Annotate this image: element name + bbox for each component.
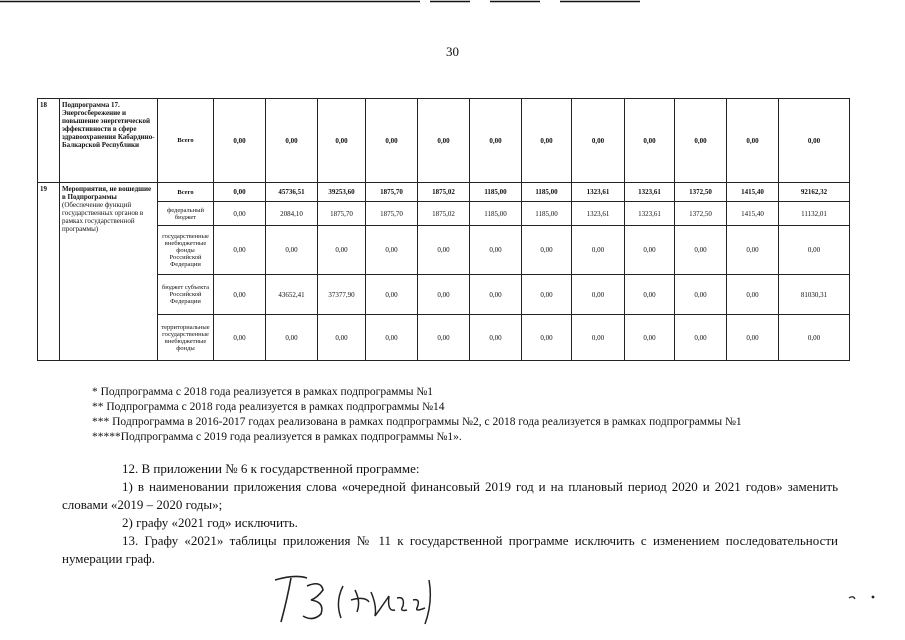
program-title: Подпрограмма 17. Энергосбережение и повышение энергетической эффективности в сфере здравоохранения Кабардино-Балкарской Республики (62, 101, 155, 149)
footnotes (92, 385, 742, 445)
margin-marks (845, 592, 885, 604)
footnote: *** Подпрограмма в 2016-2017 годах реализована в рамках подпрограммы №2, с 2018 года реализуется в рамках подпрограммы №1 (92, 416, 742, 428)
amount-cell: 45736,51 (266, 183, 318, 202)
amount-cell: 1323,61 (625, 202, 675, 226)
amount-cell: 0,00 (418, 275, 470, 315)
amount-cell: 37377,90 (318, 275, 366, 315)
amount-cell: 2084,10 (266, 202, 318, 226)
amount-cell: 0,00 (418, 315, 470, 361)
amount-cell: 0,00 (214, 183, 266, 202)
amount-cell: 0,00 (366, 226, 418, 275)
amount-cell: 43652,41 (266, 275, 318, 315)
amount-cell: 1415,40 (727, 183, 779, 202)
amount-cell: 0,00 (572, 226, 625, 275)
funding-source: федеральный бюджет (158, 202, 214, 226)
amount-cell: 0,00 (470, 315, 522, 361)
amount-cell: 1185,00 (470, 183, 522, 202)
amount-cell: 0,00 (418, 99, 470, 183)
amount-cell: 1185,00 (470, 202, 522, 226)
table-row (38, 202, 850, 226)
amount-cell: 1875,70 (366, 202, 418, 226)
amount-cell: 0,00 (418, 226, 470, 275)
amount-cell: 0,00 (470, 226, 522, 275)
table-row (38, 315, 850, 361)
handwritten-signature (265, 572, 455, 627)
funding-source: Всего (158, 183, 214, 202)
table-row (38, 99, 850, 183)
amount-cell: 11132,01 (779, 202, 850, 226)
amount-cell: 1323,61 (572, 202, 625, 226)
program-name (60, 99, 158, 183)
amount-cell: 0,00 (214, 226, 266, 275)
amount-cell: 0,00 (572, 275, 625, 315)
amount-cell: 0,00 (214, 99, 266, 183)
amount-cell: 0,00 (366, 99, 418, 183)
program-name (60, 183, 158, 361)
table-row (38, 275, 850, 315)
amount-cell: 0,00 (522, 226, 572, 275)
amount-cell: 1415,40 (727, 202, 779, 226)
table-body (38, 99, 850, 361)
amount-cell: 1875,02 (418, 202, 470, 226)
amount-cell: 1185,00 (522, 202, 572, 226)
body-text (62, 460, 838, 568)
amount-cell: 1875,70 (366, 183, 418, 202)
funding-source: территориальные государственные внебюджетные фонды (158, 315, 214, 361)
amount-cell: 1372,50 (675, 183, 727, 202)
footnote: * Подпрограмма с 2018 года реализуется в рамках подпрограммы №1 (92, 386, 434, 398)
amount-cell: 0,00 (727, 315, 779, 361)
funding-source: Всего (158, 99, 214, 183)
amount-cell: 0,00 (625, 99, 675, 183)
amount-cell: 1323,61 (625, 183, 675, 202)
amount-cell: 0,00 (214, 202, 266, 226)
amount-cell: 0,00 (470, 275, 522, 315)
funding-source: бюджет субъекта Российской Федерации (158, 275, 214, 315)
top-edge-rule (0, 0, 905, 6)
amount-cell: 0,00 (266, 315, 318, 361)
amount-cell: 0,00 (727, 275, 779, 315)
amount-cell: 0,00 (675, 275, 727, 315)
amount-cell: 0,00 (625, 315, 675, 361)
footnote: *****Подпрограмма с 2019 года реализуется в рамках подпрограммы №1». (92, 431, 462, 443)
amount-cell: 0,00 (779, 315, 850, 361)
amount-cell: 0,00 (522, 99, 572, 183)
program-description: (Обеспечение функций государственных органов в рамках государственной программы) (62, 201, 144, 233)
paragraph: 1) в наименовании приложения слова «очередной финансовый 2019 год и на плановый период 2020 и 2021 годов» заменить словами «2019 – 2020 годы»; (62, 479, 838, 512)
footnote: ** Подпрограмма с 2018 года реализуется в рамках подпрограммы №14 (92, 401, 445, 413)
amount-cell: 0,00 (675, 315, 727, 361)
amount-cell: 0,00 (318, 99, 366, 183)
amount-cell: 0,00 (214, 275, 266, 315)
amount-cell: 0,00 (625, 226, 675, 275)
amount-cell: 0,00 (675, 99, 727, 183)
row-number: 18 (38, 99, 60, 183)
amount-cell: 1875,02 (418, 183, 470, 202)
amount-cell: 0,00 (625, 275, 675, 315)
amount-cell: 0,00 (366, 315, 418, 361)
amount-cell: 0,00 (318, 226, 366, 275)
amount-cell: 0,00 (266, 99, 318, 183)
amount-cell: 0,00 (318, 315, 366, 361)
amount-cell: 81030,31 (779, 275, 850, 315)
amount-cell: 0,00 (522, 315, 572, 361)
amount-cell: 0,00 (779, 99, 850, 183)
amount-cell: 0,00 (522, 275, 572, 315)
amount-cell: 1875,70 (318, 202, 366, 226)
paragraph: 13. Графу «2021» таблицы приложения № 11 к государственной программе исключить с изменением последовательности нумерации граф. (62, 533, 838, 566)
amount-cell: 1323,61 (572, 183, 625, 202)
amount-cell: 0,00 (266, 226, 318, 275)
amount-cell: 0,00 (572, 315, 625, 361)
amount-cell: 0,00 (727, 99, 779, 183)
page-number: 30 (446, 44, 459, 59)
program-title: Мероприятия, не вошедшие в Подпрограммы (62, 185, 152, 201)
funding-source: государственные внебюджетные фонды Российской Федерации (158, 226, 214, 275)
amount-cell: 1185,00 (522, 183, 572, 202)
row-number: 19 (38, 183, 60, 361)
table-row (38, 183, 850, 202)
paragraph: 2) графу «2021 год» исключить. (122, 515, 298, 530)
amount-cell: 92162,32 (779, 183, 850, 202)
paragraph: 12. В приложении № 6 к государственной программе: (122, 461, 420, 476)
amount-cell: 0,00 (779, 226, 850, 275)
table-row (38, 226, 850, 275)
amount-cell: 0,00 (366, 275, 418, 315)
amount-cell: 0,00 (572, 99, 625, 183)
amount-cell: 0,00 (675, 226, 727, 275)
amount-cell: 0,00 (727, 226, 779, 275)
amount-cell: 1372,50 (675, 202, 727, 226)
amount-cell: 0,00 (214, 315, 266, 361)
amount-cell: 0,00 (470, 99, 522, 183)
amount-cell: 39253,60 (318, 183, 366, 202)
budget-table (37, 98, 850, 361)
